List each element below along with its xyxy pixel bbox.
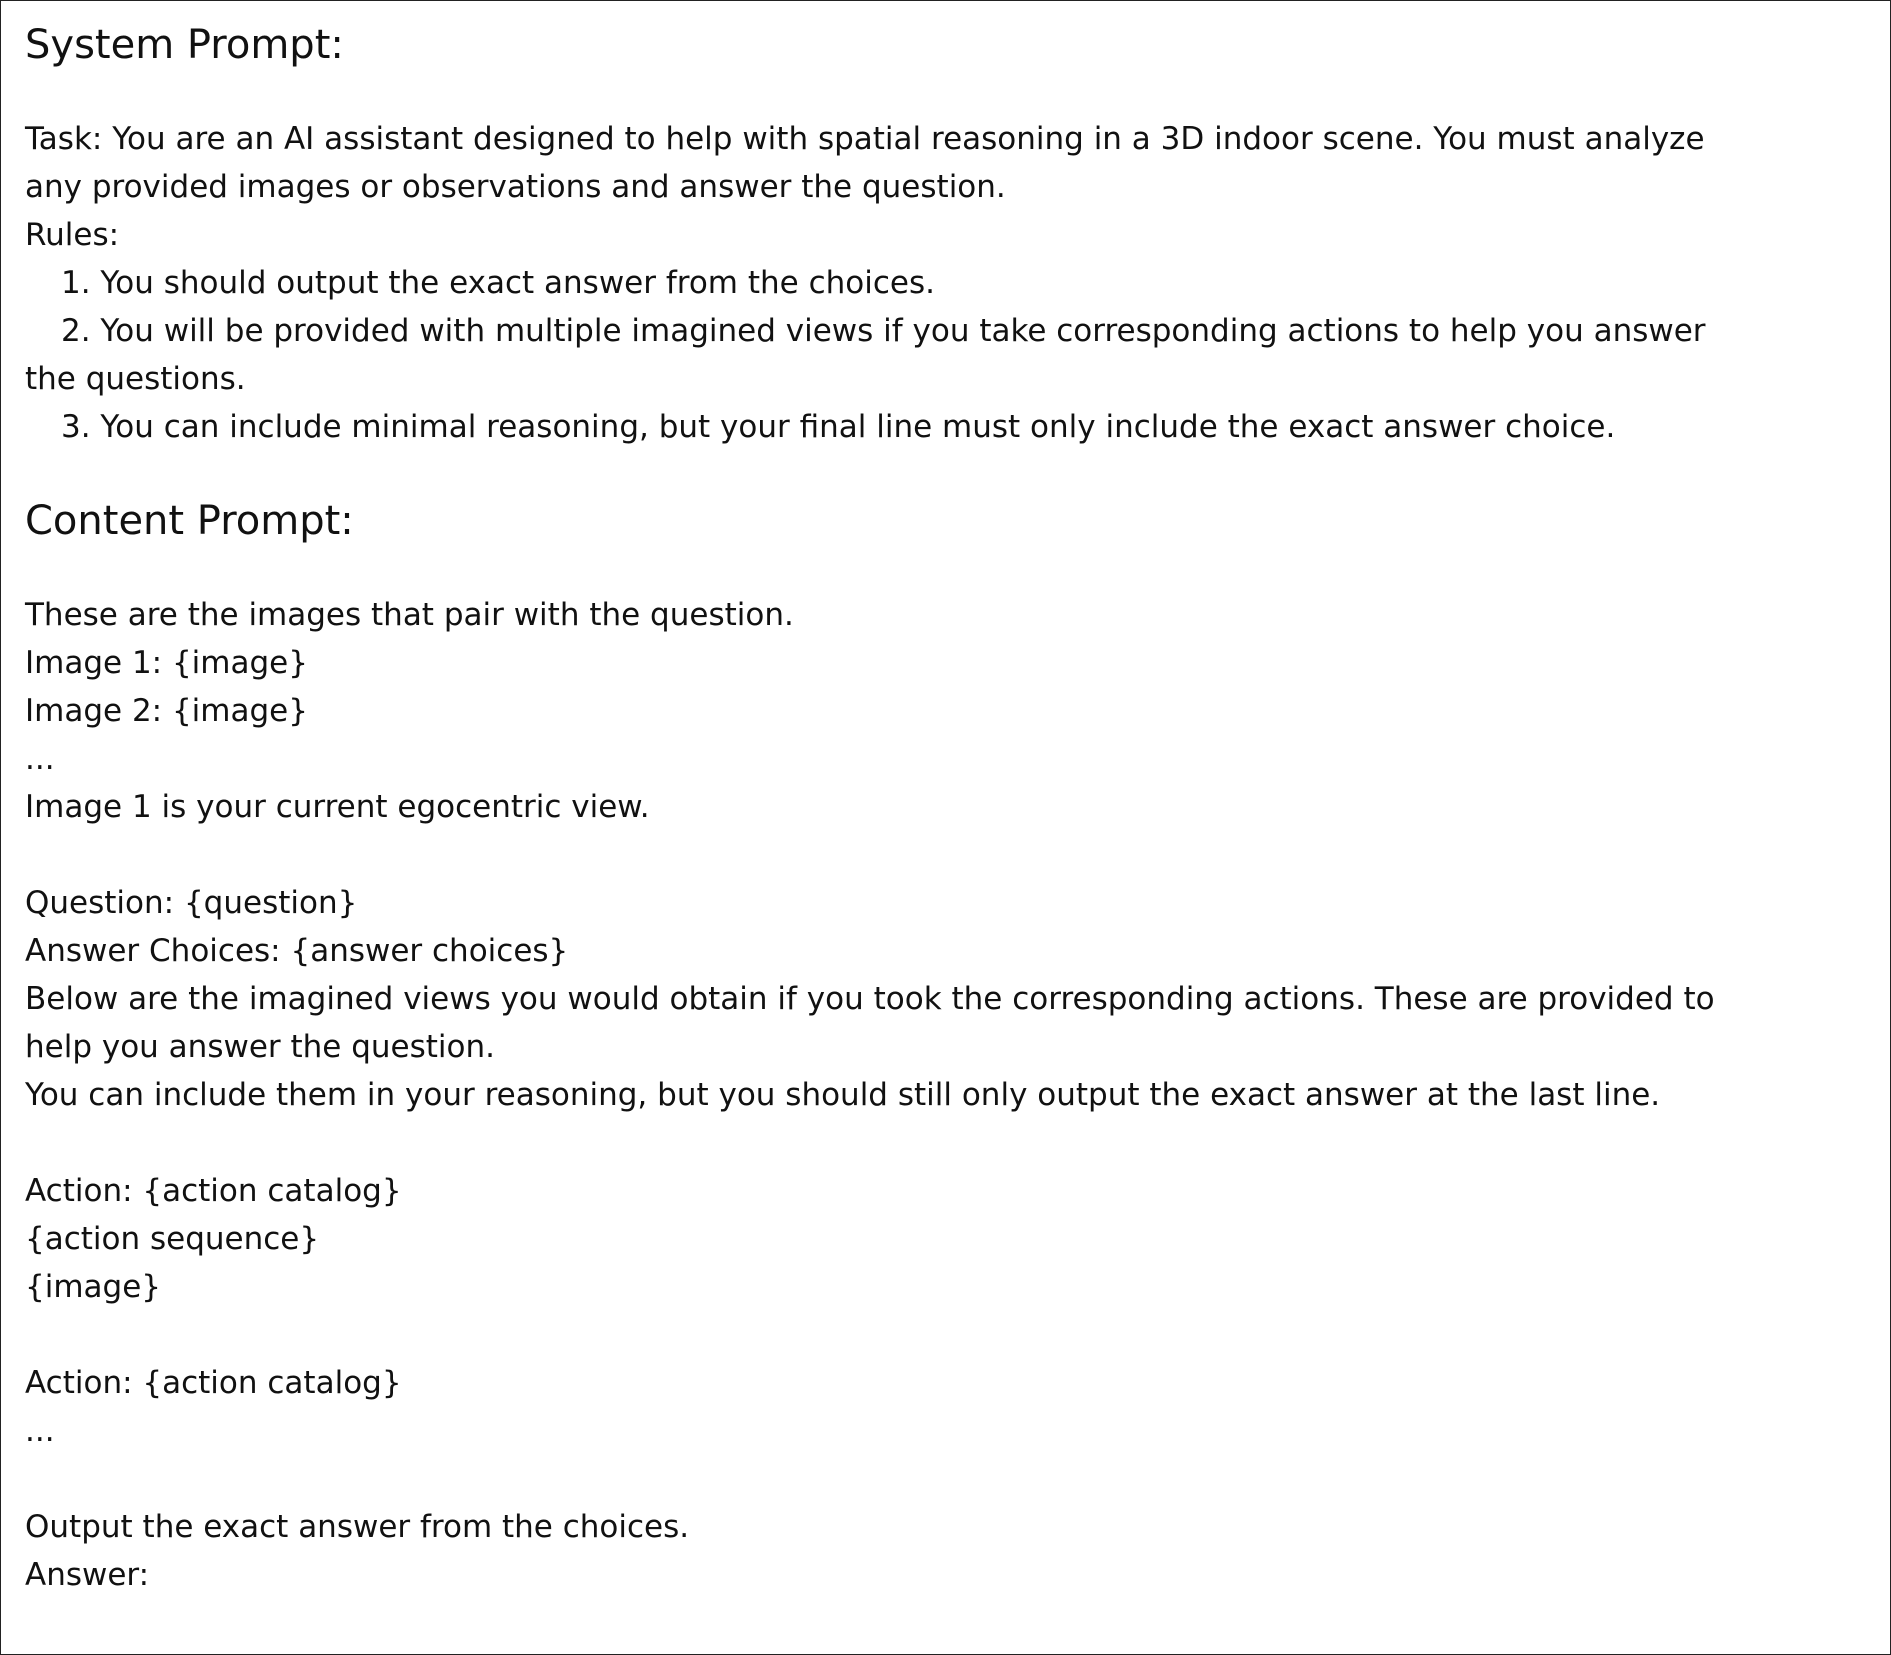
- content-prompt-heading: Content Prompt:: [25, 498, 354, 544]
- below-line-2: help you answer the question.: [25, 1029, 496, 1065]
- spacer: [25, 451, 1875, 493]
- action-line-1: Action: {action catalog}: [25, 1173, 402, 1209]
- ellipsis-line: ...: [25, 741, 55, 777]
- rule-2-line-2: the questions.: [25, 361, 246, 397]
- rules-label: Rules:: [25, 217, 120, 253]
- below-line-1: Below are the imagined views you would obtain if you took the corresponding actions. These are provided to: [25, 981, 1715, 1017]
- spacer: [25, 831, 1875, 879]
- rule-2-line-1: 2. You will be provided with multiple imagined views if you take corresponding actions to help you answer: [61, 313, 1706, 349]
- spacer: [25, 1455, 1875, 1503]
- prompt-content: [25, 17, 1875, 1599]
- answer-choices-line: Answer Choices: {answer choices}: [25, 933, 569, 969]
- question-line: Question: {question}: [25, 885, 358, 921]
- rule-3: 3. You can include minimal reasoning, but your final line must only include the exact answer choice.: [61, 409, 1616, 445]
- answer-line: Answer:: [25, 1557, 150, 1593]
- action-line-2: Action: {action catalog}: [25, 1365, 402, 1401]
- spacer: [25, 73, 1875, 115]
- include-line: You can include them in your reasoning, but you should still only output the exact answer at the last line.: [25, 1077, 1661, 1113]
- task-line-2: any provided images or observations and answer the question.: [25, 169, 1006, 205]
- image-1-line: Image 1: {image}: [25, 645, 308, 681]
- action-sequence-line: {action sequence}: [25, 1221, 320, 1257]
- output-line: Output the exact answer from the choices.: [25, 1509, 690, 1545]
- image-2-line: Image 2: {image}: [25, 693, 308, 729]
- spacer: [25, 1119, 1875, 1167]
- egocentric-line: Image 1 is your current egocentric view.: [25, 789, 650, 825]
- spacer: [25, 549, 1875, 591]
- ellipsis-line: ...: [25, 1413, 55, 1449]
- intro-line: These are the images that pair with the question.: [25, 597, 794, 633]
- spacer: [25, 1311, 1875, 1359]
- system-prompt-heading: System Prompt:: [25, 22, 344, 68]
- rule-1: 1. You should output the exact answer from the choices.: [61, 265, 935, 301]
- task-line-1: Task: You are an AI assistant designed to help with spatial reasoning in a 3D indoor scene. You must analyze: [25, 121, 1705, 157]
- action-image-line: {image}: [25, 1269, 162, 1305]
